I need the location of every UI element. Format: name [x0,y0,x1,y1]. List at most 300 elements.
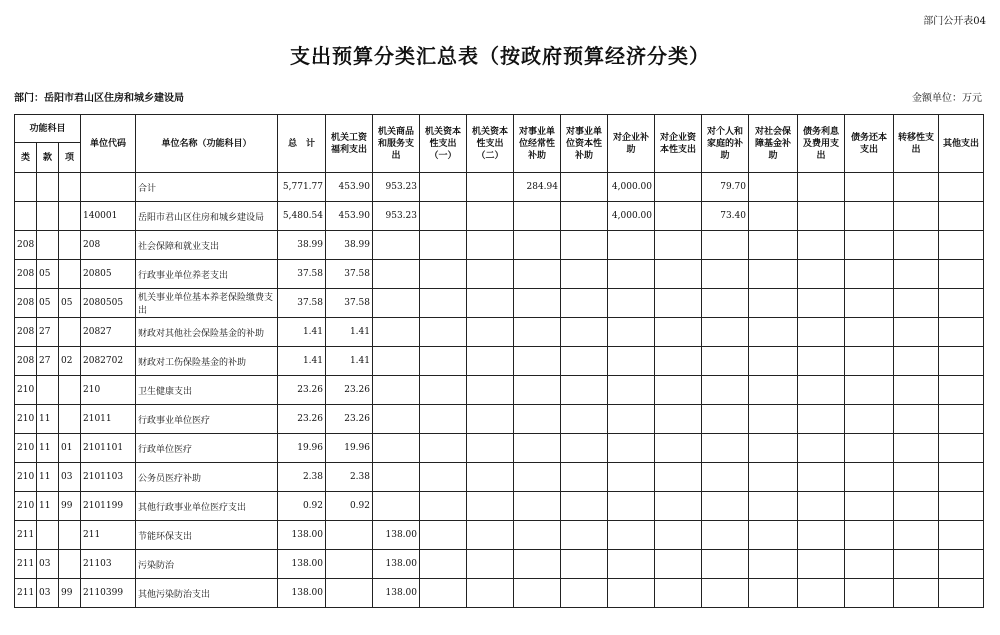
cell-xiang: 99 [59,492,81,521]
cell-c8 [655,405,702,434]
cell-c8 [655,550,702,579]
cell-c1: 1.41 [326,347,373,376]
cell-lei [15,173,37,202]
cell-c2: 953.23 [373,173,420,202]
cell-c5 [514,202,561,231]
cell-kuan: 27 [37,347,59,376]
cell-c9 [702,231,749,260]
cell-c14 [939,202,984,231]
cell-c2 [373,405,420,434]
cell-c1: 453.90 [326,173,373,202]
cell-c8 [655,347,702,376]
cell-c6 [561,434,608,463]
cell-unit-code: 211 [81,521,136,550]
cell-c5 [514,463,561,492]
cell-c2 [373,289,420,318]
header-c9: 对个人和家庭的补助 [702,115,749,173]
cell-c7 [608,318,655,347]
budget-table [14,114,984,608]
cell-c3 [420,579,467,608]
cell-unit-code: 210 [81,376,136,405]
cell-c9 [702,289,749,318]
cell-c1: 37.58 [326,260,373,289]
cell-unit-name: 节能环保支出 [136,521,278,550]
cell-c11 [798,376,845,405]
cell-xiang [59,405,81,434]
cell-c9 [702,260,749,289]
cell-c12 [845,550,894,579]
amount-unit-label: 金额单位：万元 [912,93,982,104]
cell-c7 [608,376,655,405]
cell-c8 [655,318,702,347]
table-row [15,521,984,550]
cell-unit-code: 2110399 [81,579,136,608]
header-total: 总 计 [278,115,326,173]
cell-c5 [514,289,561,318]
cell-c3 [420,173,467,202]
cell-c1: 1.41 [326,318,373,347]
cell-c10 [749,434,798,463]
cell-c9 [702,521,749,550]
cell-c14 [939,318,984,347]
cell-c10 [749,463,798,492]
cell-c9 [702,318,749,347]
cell-c6 [561,492,608,521]
cell-c2 [373,347,420,376]
cell-total: 38.99 [278,231,326,260]
cell-lei: 208 [15,289,37,318]
cell-c6 [561,550,608,579]
cell-c10 [749,231,798,260]
cell-c14 [939,347,984,376]
cell-c13 [894,521,939,550]
cell-c3 [420,347,467,376]
cell-kuan: 03 [37,579,59,608]
cell-unit-code [81,173,136,202]
cell-total: 37.58 [278,260,326,289]
table-row [15,173,984,202]
cell-c3 [420,521,467,550]
cell-c3 [420,289,467,318]
cell-c1: 19.96 [326,434,373,463]
header-unit-code: 单位代码 [81,115,136,173]
cell-c8 [655,289,702,318]
cell-c8 [655,231,702,260]
cell-xiang [59,376,81,405]
cell-total: 37.58 [278,289,326,318]
table-body [15,173,984,608]
cell-xiang [59,260,81,289]
cell-c11 [798,550,845,579]
cell-xiang [59,521,81,550]
header-c7: 对企业补助 [608,115,655,173]
cell-c8 [655,173,702,202]
cell-c2 [373,260,420,289]
cell-c4 [467,463,514,492]
cell-c13 [894,550,939,579]
cell-c1: 0.92 [326,492,373,521]
cell-c7 [608,260,655,289]
cell-c12 [845,492,894,521]
cell-c11 [798,202,845,231]
cell-c13 [894,202,939,231]
cell-unit-name: 社会保障和就业支出 [136,231,278,260]
cell-c8 [655,492,702,521]
cell-c11 [798,173,845,202]
cell-c2 [373,231,420,260]
cell-c6 [561,202,608,231]
cell-c1: 37.58 [326,289,373,318]
cell-c4 [467,260,514,289]
cell-total: 138.00 [278,579,326,608]
cell-c8 [655,521,702,550]
cell-kuan: 11 [37,434,59,463]
cell-c10 [749,579,798,608]
cell-c1: 453.90 [326,202,373,231]
cell-total: 23.26 [278,405,326,434]
cell-c5 [514,405,561,434]
header-c10: 对社会保障基金补助 [749,115,798,173]
cell-c1 [326,521,373,550]
cell-unit-name: 其他行政事业单位医疗支出 [136,492,278,521]
cell-c10 [749,492,798,521]
cell-total: 5,480.54 [278,202,326,231]
cell-c11 [798,579,845,608]
header-lei: 类 [15,143,37,173]
header-c11: 债务利息及费用支出 [798,115,845,173]
header-c6: 对事业单位资本性补助 [561,115,608,173]
header-kuan: 款 [37,143,59,173]
cell-c4 [467,405,514,434]
header-c8: 对企业资本性支出 [655,115,702,173]
cell-c3 [420,318,467,347]
cell-c8 [655,376,702,405]
cell-c9 [702,492,749,521]
cell-kuan: 03 [37,550,59,579]
department-label: 部门：岳阳市君山区住房和城乡建设局 [14,93,184,104]
cell-c7: 4,000.00 [608,173,655,202]
cell-lei: 211 [15,579,37,608]
cell-c4 [467,231,514,260]
cell-c13 [894,492,939,521]
cell-xiang: 02 [59,347,81,376]
cell-unit-name: 行政单位医疗 [136,434,278,463]
table-row [15,463,984,492]
cell-c14 [939,376,984,405]
cell-c5 [514,231,561,260]
cell-c13 [894,347,939,376]
cell-c13 [894,289,939,318]
cell-lei: 211 [15,550,37,579]
table-row [15,318,984,347]
cell-c1: 23.26 [326,376,373,405]
cell-c14 [939,521,984,550]
cell-c4 [467,521,514,550]
cell-c4 [467,202,514,231]
cell-c11 [798,405,845,434]
cell-c10 [749,289,798,318]
cell-total: 1.41 [278,318,326,347]
cell-c13 [894,434,939,463]
cell-c3 [420,376,467,405]
cell-c3 [420,202,467,231]
cell-c7 [608,405,655,434]
cell-total: 138.00 [278,550,326,579]
cell-c11 [798,492,845,521]
cell-c5 [514,318,561,347]
header-func-subject: 功能科目 [15,115,81,143]
cell-c4 [467,173,514,202]
cell-c13 [894,579,939,608]
cell-xiang [59,318,81,347]
cell-c10 [749,202,798,231]
cell-c6 [561,579,608,608]
cell-lei: 210 [15,492,37,521]
cell-c1: 2.38 [326,463,373,492]
cell-c2: 138.00 [373,579,420,608]
cell-lei: 210 [15,376,37,405]
cell-kuan: 05 [37,260,59,289]
cell-c3 [420,434,467,463]
cell-c1 [326,550,373,579]
cell-c1 [326,579,373,608]
cell-kuan [37,521,59,550]
cell-c13 [894,231,939,260]
cell-unit-name: 公务员医疗补助 [136,463,278,492]
cell-c14 [939,405,984,434]
cell-c12 [845,289,894,318]
cell-unit-name: 机关事业单位基本养老保险缴费支出 [136,289,278,318]
cell-c12 [845,347,894,376]
header-c1: 机关工资福利支出 [326,115,373,173]
cell-xiang [59,550,81,579]
cell-c12 [845,579,894,608]
cell-c5 [514,579,561,608]
cell-c4 [467,289,514,318]
cell-c9 [702,579,749,608]
cell-c2 [373,463,420,492]
cell-kuan [37,173,59,202]
cell-lei: 210 [15,463,37,492]
cell-c6 [561,231,608,260]
cell-c4 [467,376,514,405]
cell-lei: 208 [15,318,37,347]
cell-c5 [514,347,561,376]
cell-c5 [514,376,561,405]
table-row [15,231,984,260]
cell-c11 [798,521,845,550]
cell-total: 5,771.77 [278,173,326,202]
cell-c12 [845,318,894,347]
cell-c9 [702,434,749,463]
cell-kuan: 27 [37,318,59,347]
cell-c7 [608,289,655,318]
cell-c11 [798,260,845,289]
cell-c5 [514,521,561,550]
header-c2: 机关商品和服务支出 [373,115,420,173]
cell-c2 [373,492,420,521]
cell-c2 [373,434,420,463]
cell-c9 [702,463,749,492]
table-row [15,202,984,231]
cell-lei: 211 [15,521,37,550]
cell-c11 [798,347,845,376]
cell-unit-name: 财政对其他社会保险基金的补助 [136,318,278,347]
cell-lei: 208 [15,347,37,376]
cell-c12 [845,202,894,231]
header-c3: 机关资本性支出（一） [420,115,467,173]
cell-c8 [655,463,702,492]
cell-total: 2.38 [278,463,326,492]
cell-c6 [561,463,608,492]
header-c12: 债务还本支出 [845,115,894,173]
cell-c9 [702,405,749,434]
cell-c11 [798,289,845,318]
cell-c3 [420,550,467,579]
cell-c6 [561,347,608,376]
cell-c12 [845,463,894,492]
table-row [15,376,984,405]
cell-total: 23.26 [278,376,326,405]
cell-c4 [467,347,514,376]
cell-unit-code: 2101199 [81,492,136,521]
cell-c12 [845,231,894,260]
cell-c7: 4,000.00 [608,202,655,231]
cell-c3 [420,463,467,492]
cell-unit-name: 行政事业单位医疗 [136,405,278,434]
cell-c14 [939,550,984,579]
cell-c14 [939,173,984,202]
cell-c5 [514,260,561,289]
cell-c7 [608,231,655,260]
table-row [15,347,984,376]
header-c14: 其他支出 [939,115,984,173]
cell-c3 [420,231,467,260]
cell-c14 [939,434,984,463]
cell-unit-name: 卫生健康支出 [136,376,278,405]
cell-c4 [467,550,514,579]
cell-c13 [894,405,939,434]
table-row [15,492,984,521]
cell-c14 [939,579,984,608]
cell-c8 [655,260,702,289]
cell-c10 [749,260,798,289]
cell-xiang [59,231,81,260]
cell-c2: 138.00 [373,550,420,579]
cell-c14 [939,260,984,289]
cell-c2 [373,318,420,347]
cell-unit-code: 208 [81,231,136,260]
header-xiang: 项 [59,143,81,173]
cell-kuan: 05 [37,289,59,318]
table-row [15,405,984,434]
cell-c14 [939,231,984,260]
table-row [15,289,984,318]
cell-c2: 138.00 [373,521,420,550]
cell-unit-code: 2080505 [81,289,136,318]
table-row [15,434,984,463]
cell-c13 [894,318,939,347]
cell-unit-code: 20827 [81,318,136,347]
table-row [15,260,984,289]
cell-kuan: 11 [37,405,59,434]
cell-c6 [561,405,608,434]
cell-c6 [561,318,608,347]
cell-c12 [845,434,894,463]
cell-kuan [37,231,59,260]
cell-xiang: 05 [59,289,81,318]
cell-c5 [514,434,561,463]
cell-c9 [702,347,749,376]
cell-unit-code: 140001 [81,202,136,231]
cell-c12 [845,376,894,405]
cell-lei: 210 [15,434,37,463]
cell-c10 [749,405,798,434]
cell-c6 [561,521,608,550]
cell-unit-code: 2101101 [81,434,136,463]
cell-c14 [939,492,984,521]
cell-c13 [894,260,939,289]
cell-c3 [420,260,467,289]
cell-c13 [894,173,939,202]
cell-c7 [608,579,655,608]
cell-c4 [467,492,514,521]
cell-c8 [655,579,702,608]
cell-c13 [894,376,939,405]
cell-total: 138.00 [278,521,326,550]
cell-c14 [939,463,984,492]
cell-c11 [798,231,845,260]
cell-c8 [655,202,702,231]
cell-total: 0.92 [278,492,326,521]
cell-c10 [749,347,798,376]
cell-c7 [608,521,655,550]
cell-c12 [845,521,894,550]
cell-unit-name: 合计 [136,173,278,202]
cell-c12 [845,405,894,434]
header-c4: 机关资本性支出（二） [467,115,514,173]
cell-c13 [894,463,939,492]
cell-c4 [467,579,514,608]
header-unit-name: 单位名称（功能科目） [136,115,278,173]
cell-c11 [798,463,845,492]
cell-c5 [514,492,561,521]
cell-xiang: 01 [59,434,81,463]
cell-c9 [702,550,749,579]
cell-lei: 208 [15,231,37,260]
cell-c3 [420,492,467,521]
cell-c4 [467,318,514,347]
cell-c12 [845,173,894,202]
cell-c2 [373,376,420,405]
cell-c11 [798,318,845,347]
cell-c7 [608,492,655,521]
cell-c8 [655,434,702,463]
cell-c4 [467,434,514,463]
form-number: 部门公开表04 [923,16,986,27]
cell-c9: 73.40 [702,202,749,231]
cell-c5: 284.94 [514,173,561,202]
cell-total: 1.41 [278,347,326,376]
cell-lei [15,202,37,231]
cell-lei: 208 [15,260,37,289]
header-c5: 对事业单位经常性补助 [514,115,561,173]
cell-unit-code: 2101103 [81,463,136,492]
cell-unit-code: 2082702 [81,347,136,376]
cell-kuan [37,202,59,231]
cell-c6 [561,173,608,202]
cell-xiang [59,173,81,202]
